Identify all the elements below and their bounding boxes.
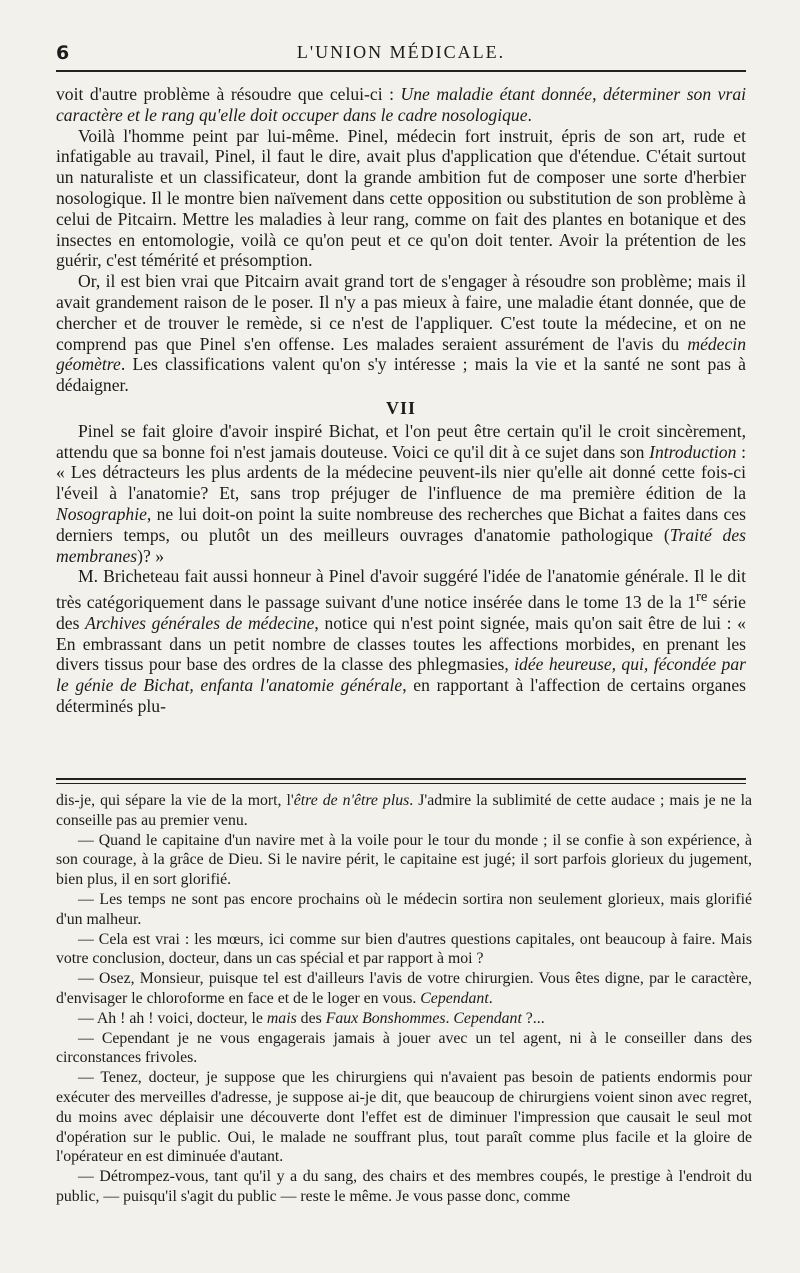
text-run: . J'admire la sublimité de cette audace ; mais je ne la conseille pas au premier venu. xyxy=(56,792,752,829)
text-run: , ne lui doit-on point la suite nombreuse des recherches que Bichat a faites dans ces derniers temps, ou plutôt un des meilleurs ouvrages d'anatomie pathologique ( xyxy=(56,503,746,545)
italic-term: médecin géomètre xyxy=(56,333,746,375)
superscript: re xyxy=(696,589,708,606)
main-text xyxy=(56,84,746,717)
text-run: — Ah ! ah ! voici, docteur, le xyxy=(78,1009,267,1027)
page-number: 6 xyxy=(56,42,70,64)
italic-quote: Une maladie étant donnée, déterminer son vrai caractère et le rang qu'elle doit occuper dans le cadre nosologique xyxy=(56,84,747,125)
footnote-paragraph xyxy=(56,1009,752,1029)
text-run: . Les classifications valent qu'on s'y intéresse ; mais la vie et la santé ne sont pas à dédaigner. xyxy=(56,354,746,396)
italic-word: mais xyxy=(266,1009,297,1027)
paragraph xyxy=(56,271,746,396)
footnote-paragraph: — Tenez, docteur, je suppose que les chirurgiens qui n'avaient pas besoin de patients endormis pour exécuter des merveilles d'adresse, je suppose ai-je dit, que beaucoup de chirurgiens voient sinon avec regret, du moins avec déplaisir une découverte dont l'effet est de diminuer l'impression que causait le seul mot d'opération sur le public. Oui, le malade ne souffrant plus, tout paraît comme plus facile et la gloire de l'opérateur en est diminuée d'autant. xyxy=(56,1069,752,1166)
text-run: des xyxy=(296,1009,326,1027)
text-run: Pinel se fait gloire d'avoir inspiré Bichat, et l'on peut être certain qu'il le croit sincèrement, attendu que sa bonne foi n'est jamais douteuse. Voici ce qu'il dit à ce sujet dans son xyxy=(56,420,746,462)
paragraph xyxy=(56,84,746,126)
paragraph: Voilà l'homme peint par lui-même. Pinel, médecin fort instruit, épris de son art, rude et infatigable au travail, Pinel, il faut le dire, avait plus d'application que d'étendue. C'était surtout un naturaliste et un classificateur, dont la grande ambition fut de composer une sorte d'herbier nosologique. Il le montre bien naïvement dans cette opposition ou substitution de son problème à celui de Pitcairn. Mettre les maladies à leur rang, comme on fait des plantes en botanique et des insectes en entomologie, voilà ce qu'on peut et ce qu'on doit tenter. Avoir la prétention de les guérir, c'est témérité et présomption. xyxy=(56,125,746,271)
text-run: )? » xyxy=(137,545,164,566)
text-run: 1 xyxy=(687,591,696,612)
text-run: . xyxy=(488,989,493,1007)
text-run: : « Les détracteurs les plus ardents de la médecine peuvent-ils nier qu'elle ait donné cette fois-ci l'éveil à l'anatomie? Et, sans trop préjuger de l'influence de ma première édition de la xyxy=(56,441,746,504)
text-run: , en rapportant à l'affection de certains organes déterminés plu- xyxy=(56,675,746,716)
italic-phrase: être de n'être plus xyxy=(293,792,410,809)
italic-word: Cependant xyxy=(420,989,489,1007)
page-header xyxy=(56,36,746,70)
text-run: . xyxy=(527,104,532,125)
footnote-paragraph: — Détrompez-vous, tant qu'il y a du sang, des chairs et des membres coupés, le prestige à l'endroit du public, — puisqu'il s'agit du public — reste le même. Je vous passe donc, comme xyxy=(56,1168,752,1205)
italic-title: Nosographie xyxy=(56,503,147,524)
text-run: voit d'autre problème à résoudre que celui-ci : xyxy=(56,84,401,104)
header-rule xyxy=(56,70,746,72)
text-run: . xyxy=(445,1009,454,1027)
paragraph xyxy=(56,421,746,567)
italic-quote: idée heureuse, qui, fécondée par le génie de Bichat, enfanta l'anatomie générale xyxy=(56,654,746,696)
text-run: M. Bricheteau fait aussi honneur à Pinel d'avoir suggéré l'idée de l'anatomie générale. Il le dit très catégoriquement dans le passage suivant d'une notice insérée dans le tome 13 de la xyxy=(56,566,746,612)
text-run: dis-je, qui sépare la vie de la mort, l' xyxy=(56,792,294,809)
text-run: Or, il est bien vrai que Pitcairn avait grand tort de s'engager à résoudre son problème; mais il avait grandement raison de le poser. Il n'y a pas mieux à faire, une maladie étant donnée, que de chercher et de trouver le remède, si ce n'est de l'appliquer. C'est toute la médecine, et on ne comprend pas que Pinel s'en offense. Les malades seraient assurément de l'avis du xyxy=(56,271,746,354)
footnote-rule xyxy=(56,778,746,784)
rule-thin xyxy=(56,783,746,784)
italic-title: Archives générales de médecine xyxy=(85,612,315,633)
footnote-paragraph: — Les temps ne sont pas encore prochains où le médecin sortira non seulement glorieux, mais glorifié d'un malheur. xyxy=(56,890,752,928)
text-run: , notice qui n'est point signée, mais qu'on sait être de lui : « En embrassant dans un petit nombre de classes toutes les affections morbides, en prenant les divers tissus pour base des ordres de la classe des phlegmasies, xyxy=(56,612,746,675)
text-run: série des xyxy=(56,591,746,633)
paragraph xyxy=(56,566,746,716)
italic-title: Traité des membranes xyxy=(56,524,746,566)
footnote-paragraph xyxy=(56,791,752,831)
italic-word: Cependant xyxy=(453,1009,522,1027)
text-run: ?... xyxy=(521,1009,545,1027)
text-run: — Osez, Monsieur, puisque tel est d'ailleurs l'avis de votre chirurgien. Vous êtes digne, par le caractère, d'envisager le chloroforme en face et de le loger en vous. xyxy=(56,970,752,1007)
footnote-paragraph: — Cela est vrai : les mœurs, ici comme sur bien d'autres questions capitales, ont beaucoup à faire. Mais votre conclusion, docteur, dans un cas spécial et par rapport à moi ? xyxy=(56,930,752,968)
italic-title: Introduction xyxy=(649,441,737,462)
running-title: L'UNION MÉDICALE. xyxy=(296,42,506,62)
footnote-paragraph: — Cependant je ne vous engagerais jamais à jouer avec un tel agent, ni à le conseiller dans des circonstances frivoles. xyxy=(56,1029,752,1067)
italic-title: Faux Bonshommes xyxy=(325,1009,446,1027)
section-heading: VII xyxy=(385,397,416,418)
feuilleton-text xyxy=(56,791,752,1207)
rule-thick xyxy=(56,778,746,780)
footnote-paragraph xyxy=(56,969,752,1009)
footnote-paragraph: — Quand le capitaine d'un navire met à la voile pour le tour du monde ; il se confie à son expérience, à son courage, à la grâce de Dieu. Si le navire périt, le capitaine est jugé; il sort parfois glorieux du jugement, bien plus, il en sort glorifié. xyxy=(56,831,752,889)
